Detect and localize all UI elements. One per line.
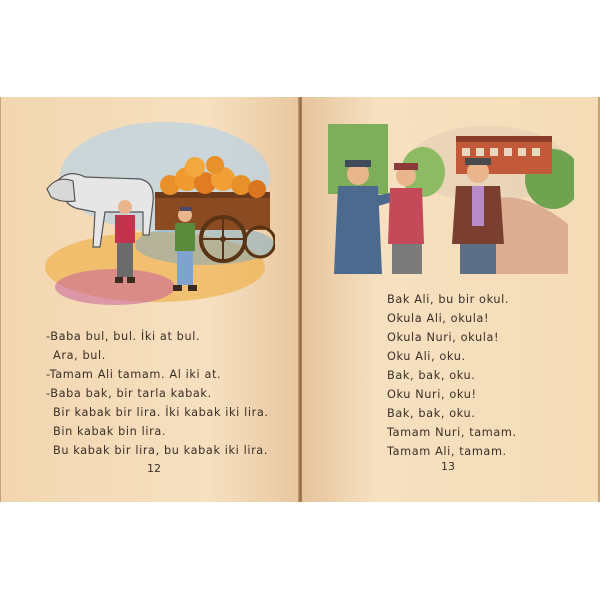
text-line: Bak, bak, oku.: [387, 407, 476, 420]
page-number: 13: [441, 460, 455, 473]
text-line: Tamam Nuri, tamam.: [387, 426, 517, 439]
text-line: Okula Nuri, okula!: [387, 331, 500, 344]
left-page: [1, 97, 299, 502]
text-line: -Baba bak, bir tarla kabak.: [46, 387, 212, 400]
text-line: Bak Ali, bu bir okul.: [387, 293, 510, 306]
text-line: Bak, bak, oku.: [387, 369, 476, 382]
text-line: Tamam Ali, tamam.: [387, 445, 507, 458]
right-page: [302, 97, 598, 502]
open-book: [0, 97, 600, 502]
text-line: Okula Ali, okula!: [387, 312, 490, 325]
text-line: Oku Ali, oku.: [387, 350, 466, 363]
text-line: -Baba bul, bul. İki at bul.: [46, 330, 201, 343]
text-line: Ara, bul.: [53, 349, 106, 362]
text-line: Bu kabak bir lira, bu kabak iki lira.: [53, 444, 269, 457]
horse-cart-pumpkins-illustration: [45, 117, 275, 307]
text-line: Bin kabak bin lira.: [53, 425, 167, 438]
boys-and-school-illustration: [328, 124, 574, 274]
text-line: Bir kabak bir lira. İki kabak iki lira.: [53, 406, 269, 419]
page-number: 12: [147, 462, 161, 475]
text-line: Oku Nuri, oku!: [387, 388, 477, 401]
text-line: -Tamam Ali tamam. Al iki at.: [46, 368, 222, 381]
